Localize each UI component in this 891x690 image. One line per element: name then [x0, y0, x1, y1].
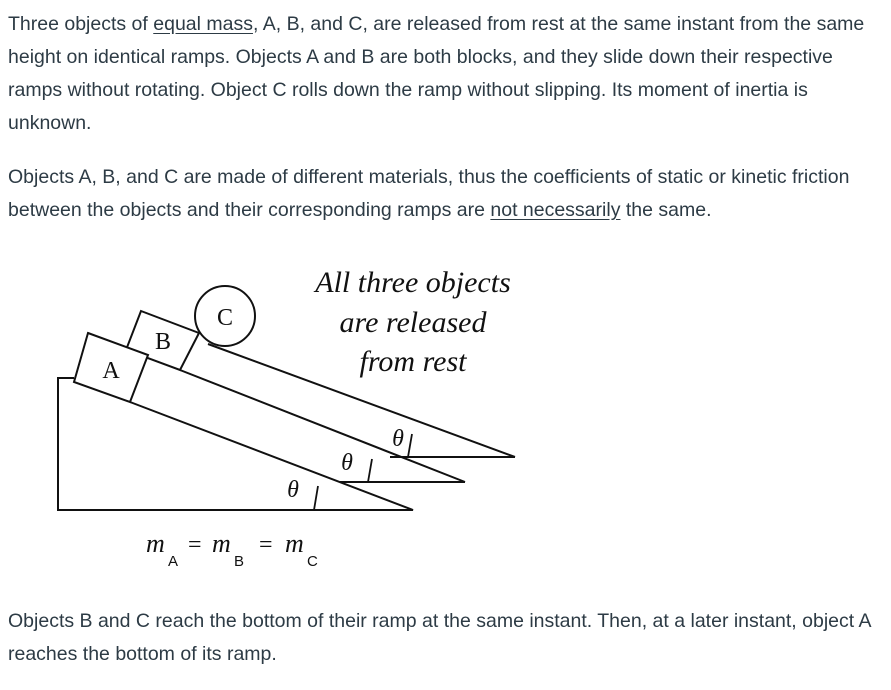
mass-symbol-a: m: [146, 529, 165, 558]
equals-sign-1: =: [188, 532, 202, 558]
object-a-label: A: [102, 358, 120, 384]
angle-label-a: θ: [287, 477, 299, 503]
angle-label-c: θ: [392, 426, 404, 452]
ramps-figure: [0, 240, 891, 600]
friction-text-end: the same.: [620, 199, 712, 221]
object-c-label: C: [216, 305, 234, 331]
mass-symbol-c: m: [285, 529, 304, 558]
ramp-a: [58, 378, 413, 510]
caption-line-3: from rest: [359, 345, 467, 378]
friction-paragraph: [8, 161, 883, 227]
figure-caption: [313, 266, 511, 378]
mass-subscript-a: A: [168, 553, 179, 570]
angle-label-b: θ: [341, 450, 353, 476]
intro-paragraph: [8, 8, 883, 140]
friction-text-start: Objects A, B, and C are made of different materials, thus the coefficients of static or kinetic friction between the objects and their corresponding ramps are: [8, 166, 850, 221]
not-necessarily-underlined: not necessarily: [490, 199, 621, 221]
mass-subscript-b: B: [234, 553, 245, 570]
object-c-ball: [195, 286, 255, 346]
mass-equation: [146, 529, 318, 570]
mass-symbol-b: m: [212, 529, 231, 558]
intro-text-rest: , A, B, and C, are released from rest at the same instant from the same height on identical ramps. Objects A and B are both blocks, and they slide down their respective ramps without rotating. Object C rolls down the ramp without slipping. Its moment of inertia is unknown.: [8, 13, 865, 134]
equal-mass-underlined: equal mass: [153, 13, 253, 35]
mass-subscript-c: C: [307, 553, 318, 570]
outcome-paragraph: Objects B and C reach the bottom of their ramp at the same instant. Then, at a later instant, object A reaches the bottom of its ramp.: [8, 610, 871, 665]
caption-line-1: All three objects: [315, 266, 511, 299]
intro-text-start: Three objects of: [8, 13, 154, 35]
caption-line-2: are released: [339, 306, 487, 339]
object-b-label: B: [154, 329, 172, 355]
equals-sign-2: =: [259, 532, 273, 558]
